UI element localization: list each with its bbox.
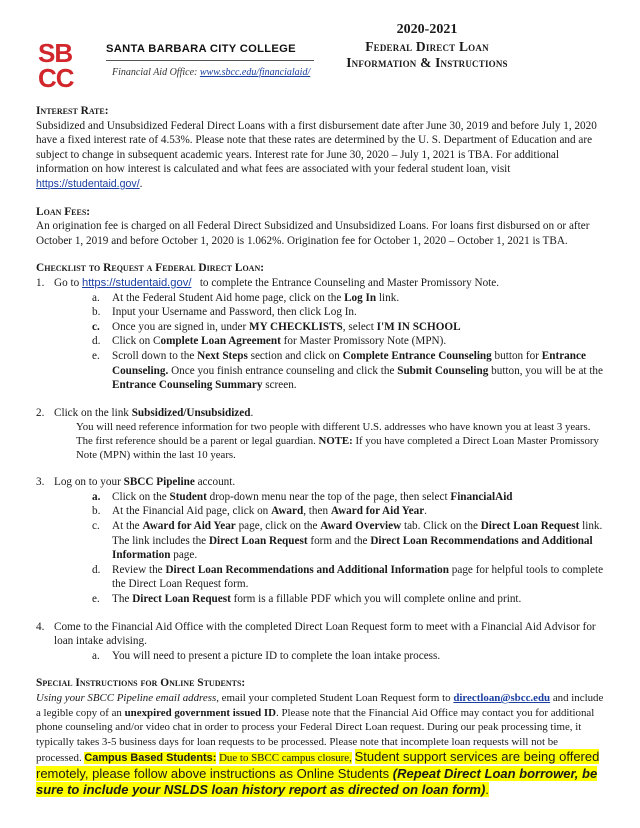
title-year: 2020-2021	[396, 22, 458, 37]
step1-item-a: a. At the Federal Student Aid home page, click on the Log In link.	[92, 291, 400, 304]
checklist-step-1: 1. Go to https://studentaid.gov/ to complete the Entrance Counseling and Master Promissory Note.	[36, 276, 500, 289]
title-line-1: Federal Direct Loan	[365, 38, 489, 54]
subsidized-unsubsidized-link[interactable]: Subsidized/Unsubsidized	[131, 406, 251, 419]
special-instructions-heading: Special Instructions for Online Students:	[36, 677, 246, 690]
step4-item-a: a. You will need to present a picture ID to complete the loan intake process.	[92, 649, 441, 662]
financial-aid-url-link[interactable]: www.sbcc.edu/financialaid/	[199, 67, 311, 78]
loan-fees-paragraph: An origination fee is charged on all Federal Direct Subsidized and Unsubsidized Loans. For loans first disbursed on or after October 1, 2019 and before October 1, 2020 is 1.062%. Origination fee for October 1, 2020 – October 1, 2021 is TBA.	[36, 220, 590, 247]
step1-item-d: d. Click on Complete Loan Agreement for Master Promissory Note (MPN).	[92, 335, 447, 348]
step3-item-e: e. The Direct Loan Request form is a fillable PDF which you will complete online and print.	[92, 593, 522, 606]
directloan-email-link[interactable]: directloan@sbcc.edu	[453, 692, 551, 704]
title-line-2: Information & Instructions	[346, 54, 508, 70]
studentaid-link-step1[interactable]: https://studentaid.gov/	[81, 276, 192, 289]
step3-item-a: a. Click on the Student drop-down menu near the top of the page, then select FinancialAid	[92, 490, 513, 503]
svg-text:CC: CC	[38, 63, 74, 88]
sbcc-logo-mark	[38, 40, 100, 88]
campus-based-notice: Student support services are being offered remotely, please follow above instructions as Online Students (Repeat Direct Loan borrower, be sure to include your NSLDS loan history report as directed on loan form).	[36, 749, 600, 797]
special-instructions-paragraph: Using your SBCC Pipeline email address, email your completed Student Loan Request form to directloan@sbcc.edu and include a legible copy of an unexpired government issued ID. Please note that the Financial Aid Office may contact you for additional phone counseling and/or video chat in order to process your Federal Direct Loan request. During our peak processing time, it typically takes 3-5 business days for loan requests to be processed. Please note that incomplete loan requests will not be processed. Campus Based Students: Due to SBCC campus closure, Student support services are being offered remotely, please follow above instructions as Online Students (Repeat Direct Loan borrower, be sure to include your NSLDS loan history report as directed on loan form).	[36, 692, 604, 797]
step3-item-c: c. At the Award for Aid Year page, click on the Award Overview tab. Click on the Direct Loan Request link. The link includes the Direct Loan Request form and the Direct Loan Recommendations and Additional Information page.	[92, 520, 603, 562]
step1-item-c: c. Once you are signed in, under MY CHECKLISTS, select I'M IN SCHOOL	[92, 320, 461, 333]
svg-text:SB: SB	[38, 40, 73, 68]
office-label: Financial Aid Office:	[112, 67, 198, 78]
studentaid-link[interactable]: https://studentaid.gov/	[36, 177, 140, 190]
document-title	[277, 22, 577, 71]
loan-fees-heading: Loan Fees:	[36, 205, 91, 218]
checklist-heading: Checklist to Request a Federal Direct Loan:	[36, 262, 265, 275]
sbcc-logo	[38, 40, 311, 88]
step1-item-b: b. Input your Username and Password, then click Log In.	[92, 306, 357, 319]
step2-note: You will need reference information for two people with different U.S. addresses who have known you at least 3 years. The first reference should be a parent or legal guardian. NOTE: If you have completed a Direct Loan Master Promissory Note (MPN) within the last 10 years.	[76, 421, 599, 462]
step1-item-e: e. Scroll down to the Next Steps section and click on Complete Entrance Counseling button for Entrance Counseling. Once you finish entrance counseling and click the Submit Counseling button, you will be at the Entrance Counseling Summary screen.	[92, 349, 603, 392]
interest-rate-heading: Interest Rate:	[36, 105, 109, 117]
college-name: SANTA BARBARA CITY COLLEGE	[106, 43, 296, 55]
step3-item-b: b. At the Financial Aid page, click on Award, then Award for Aid Year.	[92, 505, 427, 518]
step3-item-d: d. Review the Direct Loan Recommendations and Additional Information page for helpful tools to complete the Direct Loan Request form.	[92, 563, 604, 591]
interest-rate-paragraph: Subsidized and Unsubsidized Federal Direct Loans with a first disbursement date after June 30, 2019 and before July 1, 2020 have a fixed interest rate of 4.53%. Please note that these rates are determined by the U. S. Department of Education and are subject to change in subsequent academic years. Interest rate for June 30, 2020 – July 1, 2021 is TBA. For additional information on how interest is calculated and what fees are associated with your federal student loan, visit https://studentaid.gov/.	[36, 119, 597, 190]
checklist-step-4: 4. Come to the Financial Aid Office with the completed Direct Loan Request form to meet with a Financial Aid Advisor for loan intake advising.	[36, 620, 596, 648]
document-body	[36, 104, 604, 799]
checklist-step-2: 2. Click on the link Subsidized/Unsubsidized.	[36, 406, 254, 419]
checklist-step-3: 3. Log on to your SBCC Pipeline account.	[36, 476, 236, 489]
campus-based-label: Campus Based Students:	[84, 752, 217, 764]
